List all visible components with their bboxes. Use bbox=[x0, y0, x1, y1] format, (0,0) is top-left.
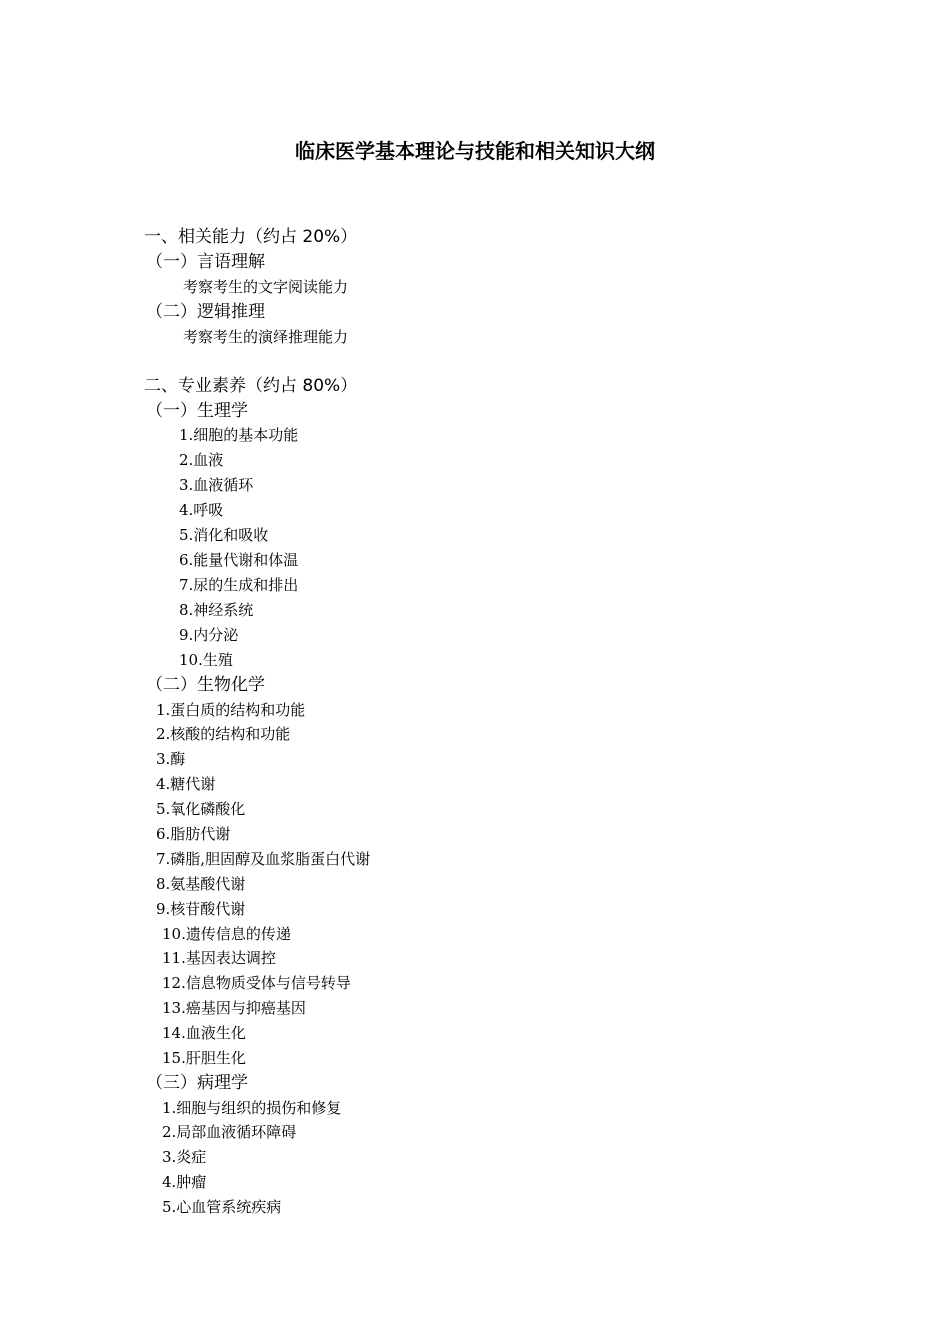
list-item: 5.消化和吸收 bbox=[179, 526, 269, 544]
list-item: 7.尿的生成和排出 bbox=[179, 576, 299, 594]
list-item: 2.局部血液循环障碍 bbox=[162, 1123, 297, 1141]
list-item: 3.炎症 bbox=[162, 1148, 207, 1166]
list-item: 1.细胞的基本功能 bbox=[179, 426, 299, 444]
list-item: 10.生殖 bbox=[179, 651, 233, 669]
subsection-heading: （二）逻辑推理 bbox=[146, 302, 265, 322]
list-item: 15.肝胆生化 bbox=[162, 1049, 246, 1067]
list-item: 7.磷脂,胆固醇及血浆脂蛋白代谢 bbox=[156, 850, 371, 868]
list-item: 9.内分泌 bbox=[179, 626, 239, 644]
list-item: 14.血液生化 bbox=[162, 1024, 246, 1042]
list-item: 2.核酸的结构和功能 bbox=[156, 725, 291, 743]
section-heading: 二、专业素养（约占 80%） bbox=[144, 376, 358, 396]
list-item: 5.氧化磷酸化 bbox=[156, 800, 246, 818]
list-item: 6.能量代谢和体温 bbox=[179, 551, 299, 569]
subsection-heading: （二）生物化学 bbox=[146, 675, 265, 695]
list-item: 9.核苷酸代谢 bbox=[156, 900, 246, 918]
list-item: 考察考生的演绎推理能力 bbox=[183, 328, 349, 346]
subsection-heading: （三）病理学 bbox=[146, 1073, 248, 1093]
list-item: 考察考生的文字阅读能力 bbox=[183, 278, 349, 296]
section-heading: 一、相关能力（约占 20%） bbox=[144, 227, 358, 247]
list-item: 2.血液 bbox=[179, 451, 224, 469]
document-title: 临床医学基本理论与技能和相关知识大纲 bbox=[295, 139, 655, 163]
list-item: 10.遗传信息的传递 bbox=[162, 925, 291, 943]
list-item: 11.基因表达调控 bbox=[162, 949, 276, 967]
list-item: 3.酶 bbox=[156, 750, 186, 768]
list-item: 1.细胞与组织的损伤和修复 bbox=[162, 1099, 342, 1117]
list-item: 4.糖代谢 bbox=[156, 775, 216, 793]
subsection-heading: （一）生理学 bbox=[146, 401, 248, 421]
list-item: 5.心血管系统疾病 bbox=[162, 1198, 282, 1216]
list-item: 8.氨基酸代谢 bbox=[156, 875, 246, 893]
list-item: 6.脂肪代谢 bbox=[156, 825, 231, 843]
list-item: 4.呼吸 bbox=[179, 501, 224, 519]
list-item: 12.信息物质受体与信号转导 bbox=[162, 974, 351, 992]
list-item: 3.血液循环 bbox=[179, 476, 254, 494]
list-item: 1.蛋白质的结构和功能 bbox=[156, 701, 306, 719]
list-item: 8.神经系统 bbox=[179, 601, 254, 619]
list-item: 4.肿瘤 bbox=[162, 1173, 207, 1191]
subsection-heading: （一）言语理解 bbox=[146, 252, 265, 272]
list-item: 13.癌基因与抑癌基因 bbox=[162, 999, 306, 1017]
